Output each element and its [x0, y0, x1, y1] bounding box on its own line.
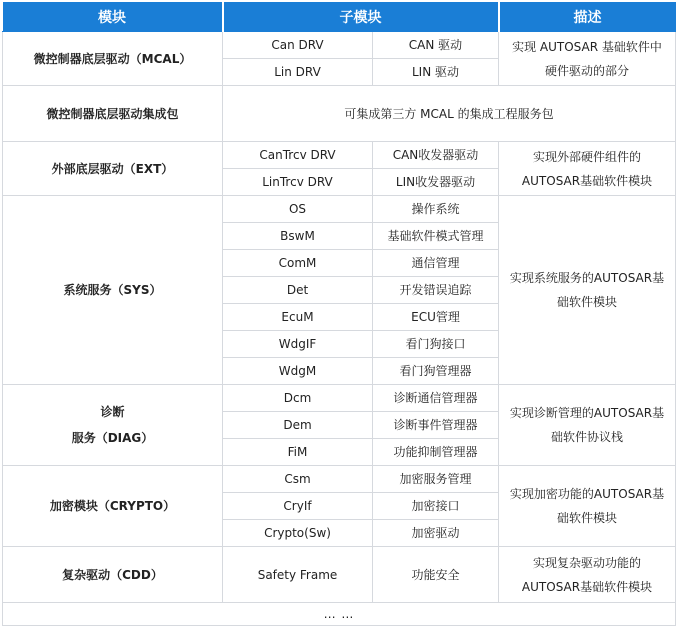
- submodule-cn: 加密服务管理: [373, 466, 499, 493]
- module-name-ext: 外部底层驱动（EXT）: [3, 142, 223, 196]
- submodule-en: Can DRV: [223, 32, 373, 59]
- submodule-en: Dcm: [223, 385, 373, 412]
- module-desc-integration-package: 可集成第三方 MCAL 的集成工程服务包: [223, 86, 676, 142]
- submodule-en: FiM: [223, 439, 373, 466]
- header-description: 描述: [499, 2, 676, 32]
- submodule-cn: 通信管理: [373, 250, 499, 277]
- module-name-mcal: 微控制器底层驱动（MCAL）: [3, 32, 223, 86]
- submodule-cn: LIN 驱动: [373, 59, 499, 86]
- submodule-en: BswM: [223, 223, 373, 250]
- module-name-diag-line1: 诊断: [100, 405, 125, 419]
- submodule-en: EcuM: [223, 304, 373, 331]
- submodule-cn: 加密接口: [373, 493, 499, 520]
- table-row: [3, 547, 676, 603]
- submodule-en: WdgIF: [223, 331, 373, 358]
- submodule-cn: 诊断事件管理器: [373, 412, 499, 439]
- module-desc-diag: 实现诊断管理的AUTOSAR基础软件协议栈: [499, 385, 676, 466]
- table-header-row: [3, 2, 676, 32]
- submodule-cn: 看门狗接口: [373, 331, 499, 358]
- submodule-cn: 开发错误追踪: [373, 277, 499, 304]
- module-name-crypto: 加密模块（CRYPTO）: [3, 466, 223, 547]
- submodule-cn: CAN 驱动: [373, 32, 499, 59]
- submodule-cn: 基础软件模式管理: [373, 223, 499, 250]
- module-name-integration-package: 微控制器底层驱动集成包: [3, 86, 223, 142]
- module-name-cdd: 复杂驱动（CDD）: [3, 547, 223, 603]
- submodule-en: CanTrcv DRV: [223, 142, 373, 169]
- table-row: [3, 466, 676, 493]
- submodule-cn: ECU管理: [373, 304, 499, 331]
- submodule-cn: 功能安全: [373, 547, 499, 603]
- table-row: [3, 86, 676, 142]
- submodule-en: LinTrcv DRV: [223, 169, 373, 196]
- submodule-en: ComM: [223, 250, 373, 277]
- module-desc-sys: 实现系统服务的AUTOSAR基础软件模块: [499, 196, 676, 385]
- autosar-module-table: [2, 2, 676, 626]
- table-row: [3, 32, 676, 59]
- submodule-en: Lin DRV: [223, 59, 373, 86]
- submodule-cn: 操作系统: [373, 196, 499, 223]
- submodule-cn: 功能抑制管理器: [373, 439, 499, 466]
- submodule-en: Det: [223, 277, 373, 304]
- submodule-cn: 诊断通信管理器: [373, 385, 499, 412]
- table-row: [3, 196, 676, 223]
- table-row: [3, 603, 676, 626]
- module-name-diag: [3, 385, 223, 466]
- module-name-sys: 系统服务（SYS）: [3, 196, 223, 385]
- header-module: 模块: [3, 2, 223, 32]
- table-row: [3, 385, 676, 412]
- submodule-cn: 加密驱动: [373, 520, 499, 547]
- submodule-cn: LIN收发器驱动: [373, 169, 499, 196]
- module-desc-ext: 实现外部硬件组件的AUTOSAR基础软件模块: [499, 142, 676, 196]
- module-name-diag-line2: 服务（DIAG）: [71, 431, 154, 445]
- table-row: [3, 142, 676, 169]
- submodule-cn: CAN收发器驱动: [373, 142, 499, 169]
- submodule-en: CryIf: [223, 493, 373, 520]
- submodule-en: OS: [223, 196, 373, 223]
- submodule-cn: 看门狗管理器: [373, 358, 499, 385]
- module-desc-cdd: 实现复杂驱动功能的AUTOSAR基础软件模块: [499, 547, 676, 603]
- submodule-en: Crypto(Sw): [223, 520, 373, 547]
- submodule-en: Dem: [223, 412, 373, 439]
- module-desc-mcal: 实现 AUTOSAR 基础软件中硬件驱动的部分: [499, 32, 676, 86]
- submodule-en: Csm: [223, 466, 373, 493]
- submodule-en: Safety Frame: [223, 547, 373, 603]
- table-ellipsis: … …: [3, 603, 676, 626]
- submodule-en: WdgM: [223, 358, 373, 385]
- module-desc-crypto: 实现加密功能的AUTOSAR基础软件模块: [499, 466, 676, 547]
- header-submodule: 子模块: [223, 2, 499, 32]
- module-table-container: [2, 2, 675, 631]
